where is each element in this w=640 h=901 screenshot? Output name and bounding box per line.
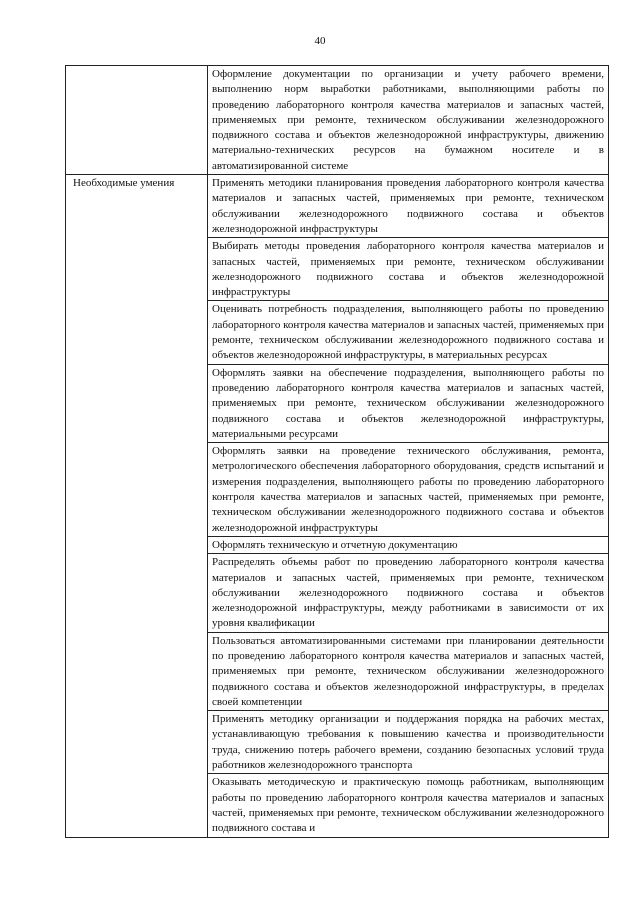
row-text: Оформлять заявки на обеспечение подразделения, выполняющего работы по проведению лабораторного контроля качества материалов и запасных частей, применяемых при ремонте, техническом обслуживании железнодорожного подвижного состава и объектов железнодорожной инфраструктуры, материальными ресурсами [212,366,604,440]
text-cell [208,536,609,553]
row-text: Оценивать потребность подразделения, выполняющего работы по проведению лабораторного контроля качества материалов и запасных частей, применяемых при ремонте, техническом обслуживании железнодорожного подвижного состава и объектов железнодорожной инфраструктуры, в материальных ресурсах [212,303,604,362]
row-text: Выбирать методы проведения лабораторного контроля качества материалов и запасных частей, применяемых при ремонте, техническом обслуживании железнодорожного подвижного состава и объектов железнодорожной инфраструктуры [212,240,604,299]
row-text: Распределять объемы работ по проведению лабораторного контроля качества материалов и запасных частей, применяемых при ремонте, техническом обслуживании железнодорожного подвижного состава и объектов железнодорожной инфраструктуры, между работниками в зависимости от их уровня квалификации [212,556,604,630]
text-cell [208,554,609,632]
row-label-skills: Необходимые умения [73,177,175,190]
row-text: Оформление документации по организации и учету рабочего времени, выполнению норм выработки работниками, выполняющими работы по проведению лабораторного контроля качества материалов и запасных частей, применяемых при ремонте, техническом обслуживании железнодорожного подвижного состава и объектов железнодорожной инфраструктуры, движению материально-технических ресурсов на бумажном носителе и в автоматизированной системе [212,68,604,172]
row-text: Оказывать методическую и практическую помощь работникам, выполняющим работы по проведению лабораторного контроля качества материалов и запасных частей, применяемых при ремонте, техническом обслуживании железнодорожного подвижного состава и [212,776,604,835]
label-cell [66,66,208,175]
text-cell [208,632,609,710]
label-cell [66,175,208,837]
table-row [66,175,609,238]
text-cell [208,238,609,301]
competency-table [65,65,609,838]
row-text: Применять методики планирования проведения лабораторного контроля качества материалов и запасных частей, применяемых при ремонте, техническом обслуживании железнодорожного подвижного состава и объектов железнодорожной инфраструктуры [212,177,604,235]
text-cell [208,774,609,837]
table-row [66,66,609,175]
text-cell [208,443,609,537]
row-text: Оформлять техническую и отчетную документацию [212,538,458,551]
page-number: 40 [314,35,326,47]
row-text: Применять методику организации и поддержания порядка на рабочих местах, устанавливающую требования к повышению качества и производительности труда, снижению потерь рабочего времени, созданию безопасных условий труда работников железнодорожного транспорта [212,713,604,772]
text-cell [208,175,609,238]
row-text: Пользоваться автоматизированными системами при планировании деятельности по проведению лабораторного контроля качества материалов и запасных частей, применяемых при ремонте, техническом обслуживании железнодорожного подвижного состава и объектов железнодорожной инфраструктуры, в пределах своей компетенции [212,634,604,708]
text-cell [208,66,609,175]
text-cell [208,364,609,442]
text-cell [208,711,609,774]
row-text: Оформлять заявки на проведение технического обслуживания, ремонта, метрологического обеспечения лабораторного оборудования, средств испытаний и измерения подразделения, выполняющего работы по проведению лабораторного контроля качества материалов и запасных частей, применяемых при ремонте, техническом обслуживании железнодорожного подвижного состава и объектов железнодорожной инфраструктуры [212,445,604,534]
text-cell [208,301,609,364]
